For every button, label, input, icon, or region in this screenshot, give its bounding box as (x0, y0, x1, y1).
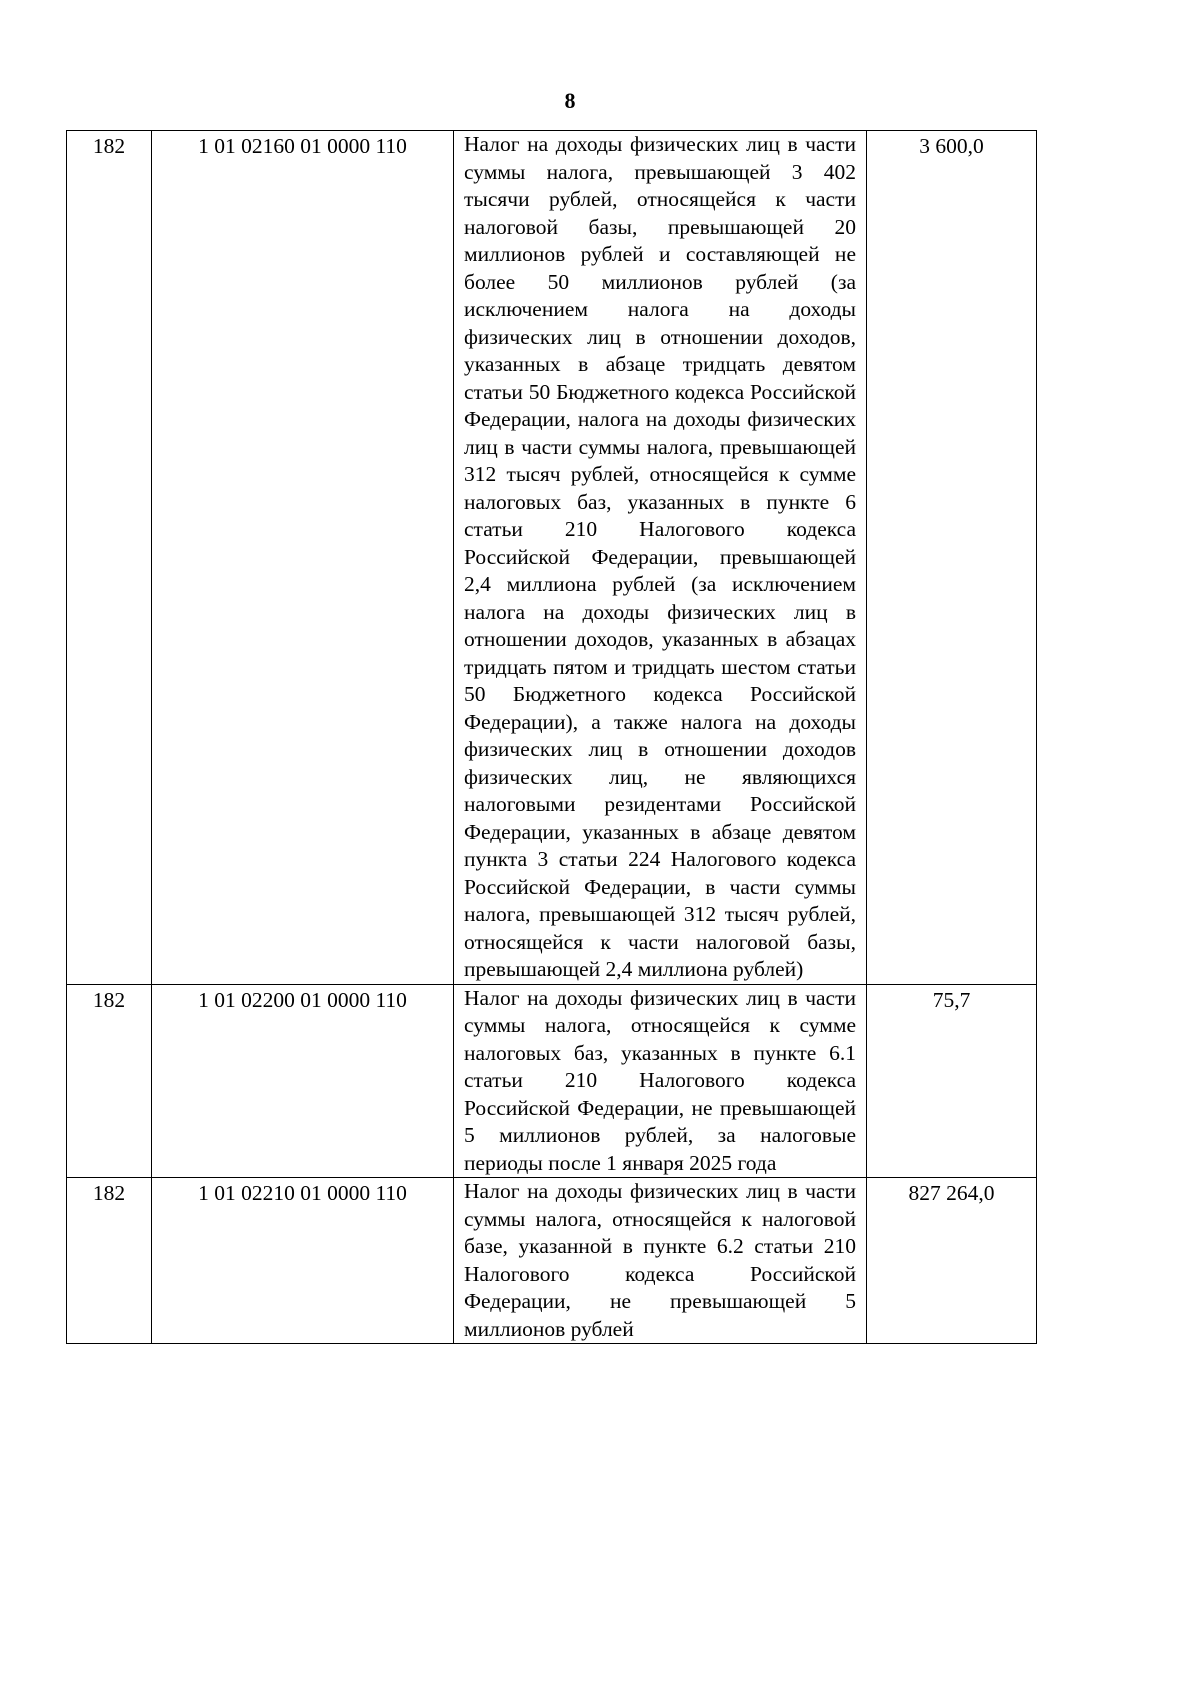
page-number: 8 (564, 88, 576, 113)
amount-cell: 3 600,0 (867, 131, 1037, 985)
revenue-name-cell: Налог на доходы физических лиц в части суммы налога, относящейся к налоговой базе, указанной в пункте 6.2 статьи 210 Налогового кодекса Российской Федерации, не превышающей 5 миллионов рублей (454, 1178, 867, 1344)
admin-code-cell: 182 (67, 1178, 152, 1344)
revenue-name-cell: Налог на доходы физических лиц в части суммы налога, превышающей 3 402 тысячи рублей, относящейся к части налоговой базы, превышающей 20 миллионов рублей и составляющей не более 50 миллионов рублей (за исключением налога на доходы физических лиц в отношении доходов, указанных в абзаце тридцать девятом статьи 50 Бюджетного кодекса Российской Федерации, налога на доходы физических лиц в части суммы налога, превышающей 312 тысяч рублей, относящейся к сумме налоговых баз, указанных в пункте 6 статьи 210 Налогового кодекса Российской Федерации, превышающей 2,4 миллиона рублей (за исключением налога на доходы физических лиц в отношении доходов, указанных в абзацах тридцать пятом и тридцать шестом статьи 50 Бюджетного кодекса Российской Федерации), а также налога на доходы физических лиц в отношении доходов физических лиц, не являющихся налоговыми резидентами Российской Федерации, указанных в абзаце девятом пункта 3 статьи 224 Налогового кодекса Российской Федерации, в части суммы налога, превышающей 312 тысяч рублей, относящейся к части налоговой базы, превышающей 2,4 миллиона рублей) (454, 131, 867, 985)
table-row (67, 1178, 1037, 1344)
budget-code-cell: 1 01 02160 01 0000 110 (152, 131, 454, 985)
budget-code-cell: 1 01 02200 01 0000 110 (152, 984, 454, 1178)
admin-code-cell: 182 (67, 131, 152, 985)
amount-cell: 75,7 (867, 984, 1037, 1178)
amount-cell: 827 264,0 (867, 1178, 1037, 1344)
table-row (67, 984, 1037, 1178)
table-row (67, 131, 1037, 985)
revenue-name-cell: Налог на доходы физических лиц в части суммы налога, относящейся к сумме налоговых баз, указанных в пункте 6.1 статьи 210 Налогового кодекса Российской Федерации, не превышающей 5 миллионов рублей, за налоговые периоды после 1 января 2025 года (454, 984, 867, 1178)
admin-code-cell: 182 (67, 984, 152, 1178)
revenue-table (66, 130, 1037, 1344)
budget-code-cell: 1 01 02210 01 0000 110 (152, 1178, 454, 1344)
